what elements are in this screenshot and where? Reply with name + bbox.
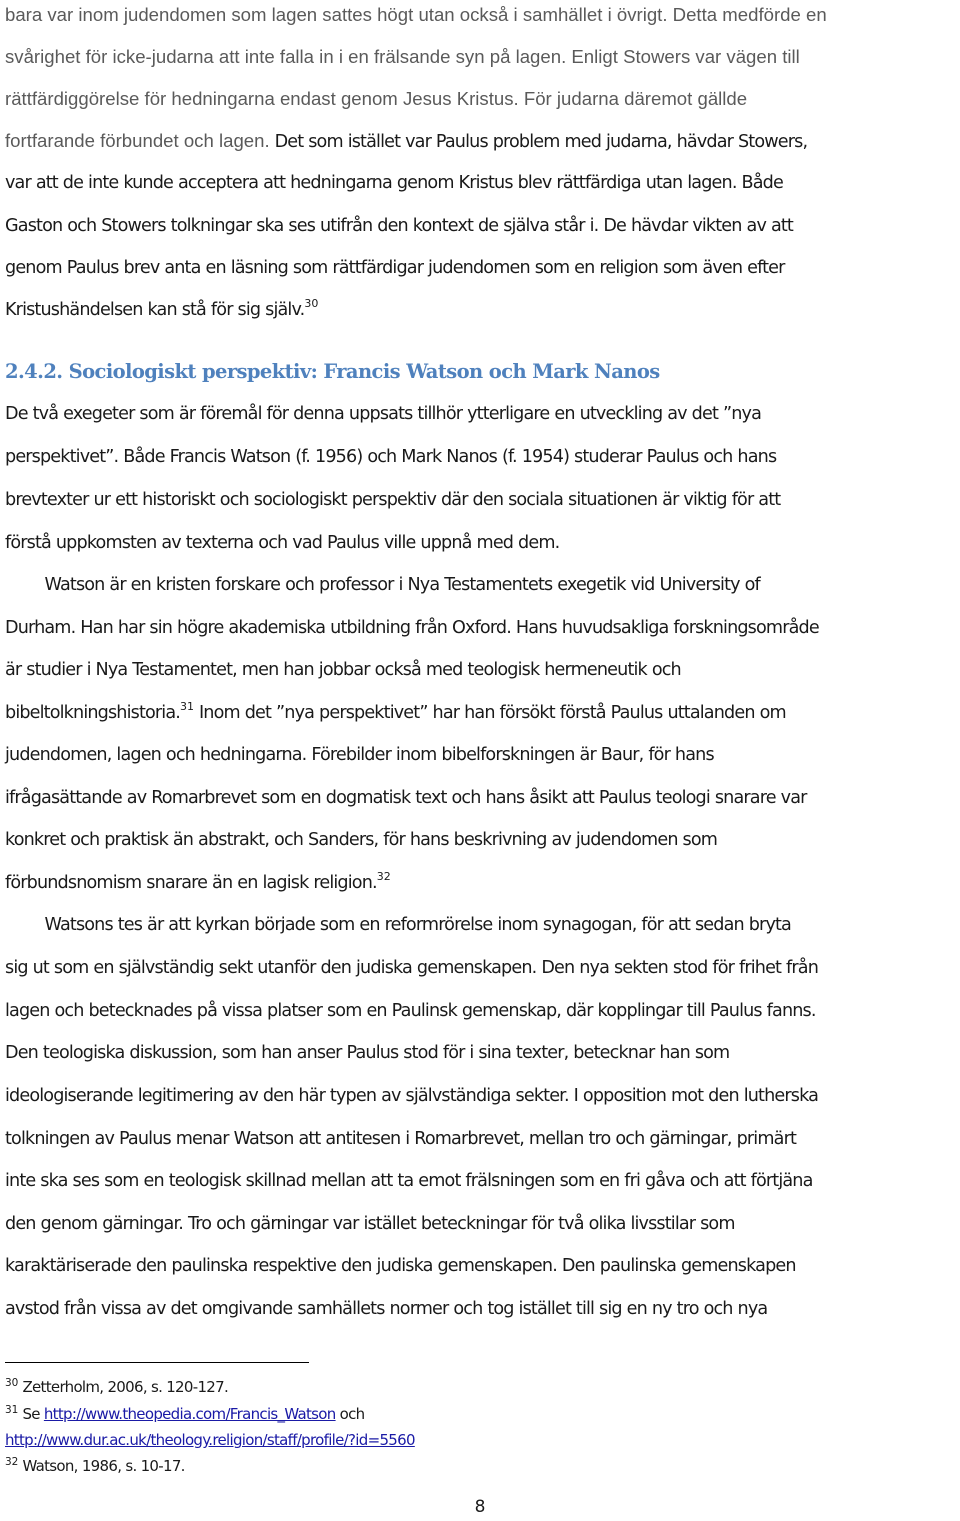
text-line (5, 871, 391, 895)
text-line: judendomen, lagen och hedningarna. Förebilder inom bibelforskningen är Baur, för hans (5, 745, 714, 765)
text-line: förstå uppkomsten av texterna och vad Paulus ville uppnå med dem. (5, 533, 560, 553)
footnote-number: 30 (5, 1377, 19, 1389)
text-line: genom Paulus brev anta en läsning som rättfärdigar judendomen som en religion som även efter (5, 258, 785, 278)
text-line: sig ut som en självständig sekt utanför den judiska gemenskapen. Den nya sekten stod för frihet från (5, 958, 818, 978)
text-line: svårighet för icke-judarna att inte falla in i en frälsande syn på lagen. Enligt Stowers var vägen till (5, 46, 800, 67)
text-line: Watson är en kristen forskare och professor i Nya Testamentets exegetik vid University of (5, 575, 760, 595)
footnote-number: 31 (5, 1404, 19, 1416)
footnote-30 (5, 1377, 228, 1399)
text-span: Inom det ”nya perspektivet” har han försökt förstå Paulus uttalanden om (194, 703, 786, 723)
text-line: Den teologiska diskussion, som han anser Paulus stod för i sina texter, betecknar han som (5, 1043, 730, 1063)
footnote-text: och (335, 1405, 365, 1423)
text-line: De två exegeter som är föremål för denna uppsats tillhör ytterligare en utveckling av det ”nya (5, 404, 762, 424)
footnote-text: Se (18, 1405, 44, 1423)
text-span: Kristushändelsen kan stå för sig själv. (5, 300, 305, 320)
text-span: förbundsnomism snarare än en lagisk religion. (5, 873, 377, 893)
text-line: perspektivet”. Både Francis Watson (f. 1956) och Mark Nanos (f. 1954) studerar Paulus och hans (5, 447, 777, 467)
text-span: bibeltolkningshistoria. (5, 703, 181, 723)
text-line: inte ska ses som en teologisk skillnad mellan att ta emot frälsningen som en fri gåva och att förtjäna (5, 1171, 813, 1191)
text-line: avstod från vissa av det omgivande samhällets normer och tog istället till sig en ny tro och nya (5, 1299, 768, 1319)
text-line: den genom gärningar. Tro och gärningar var istället beteckningar för två olika livsstilar som (5, 1214, 735, 1234)
footnote-separator (5, 1362, 309, 1363)
text-line: ifrågasättande av Romarbrevet som en dogmatisk text och hans åsikt att Paulus teologi snarare var (5, 788, 807, 808)
footnote-32 (5, 1456, 185, 1478)
text-span: fortfarande förbundet och lagen. (5, 130, 270, 151)
text-line: brevtexter ur ett historiskt och sociologiskt perspektiv där den sociala situationen är viktig för att (5, 490, 781, 510)
text-line (5, 701, 786, 725)
text-line: ideologiserande legitimering av den här typen av självständiga sekter. I opposition mot den lutherska (5, 1086, 819, 1106)
text-line: var att de inte kunde acceptera att hedningarna genom Kristus blev rättfärdiga utan lagen. Både (5, 173, 783, 193)
text-line: Gaston och Stowers tolkningar ska ses utifrån den kontext de själva står i. De hävdar vikten av att (5, 216, 793, 236)
footnote-text: Watson, 1986, s. 10-17. (18, 1457, 185, 1475)
text-line: Durham. Han har sin högre akademiska utbildning från Oxford. Hans huvudsakliga forskningsområde (5, 618, 819, 638)
text-line: är studier i Nya Testamentet, men han jobbar också med teologisk hermeneutik och (5, 660, 681, 680)
text-line: konkret och praktisk än abstrakt, och Sanders, för hans beskrivning av judendomen som (5, 830, 718, 850)
text-line: tolkningen av Paulus menar Watson att antitesen i Romarbrevet, mellan tro och gärningar, primärt (5, 1129, 796, 1149)
footnote-ref: 30 (304, 297, 319, 310)
footnote-text: Zetterholm, 2006, s. 120-127. (18, 1378, 229, 1396)
page-number: 8 (474, 1497, 486, 1517)
footnote-31-continued (5, 1430, 415, 1450)
text-line: Watsons tes är att kyrkan började som en reformrörelse inom synagogan, för att sedan bryta (5, 915, 791, 935)
text-line: rättfärdiggörelse för hedningarna endast genom Jesus Kristus. För judarna däremot gällde (5, 88, 748, 109)
footnote-ref: 32 (376, 870, 391, 883)
footnote-number: 32 (5, 1456, 19, 1468)
section-heading: 2.4.2. Sociologiskt perspektiv: Francis Watson och Mark Nanos (5, 360, 660, 383)
text-line: karaktäriserade den paulinska respektive den judiska gemenskapen. Den paulinska gemenskapen (5, 1256, 796, 1276)
text-line: lagen och betecknades på vissa platser som en Paulinsk gemenskap, där kopplingar till Paulus fanns. (5, 1001, 816, 1021)
text-line (5, 298, 318, 322)
text-line: bara var inom judendomen som lagen sattes högt utan också i samhället i övrigt. Detta medförde en (5, 4, 827, 25)
text-line (5, 129, 807, 153)
text-span: Det som istället var Paulus problem med judarna, hävdar Stowers, (269, 132, 808, 152)
durham-profile-link[interactable]: http://www.dur.ac.uk/theology.religion/staff/profile/?id=5560 (5, 1431, 415, 1449)
theopedia-link[interactable]: http://www.theopedia.com/Francis_Watson (43, 1405, 336, 1423)
footnote-31 (5, 1404, 365, 1426)
footnote-ref: 31 (180, 700, 195, 713)
